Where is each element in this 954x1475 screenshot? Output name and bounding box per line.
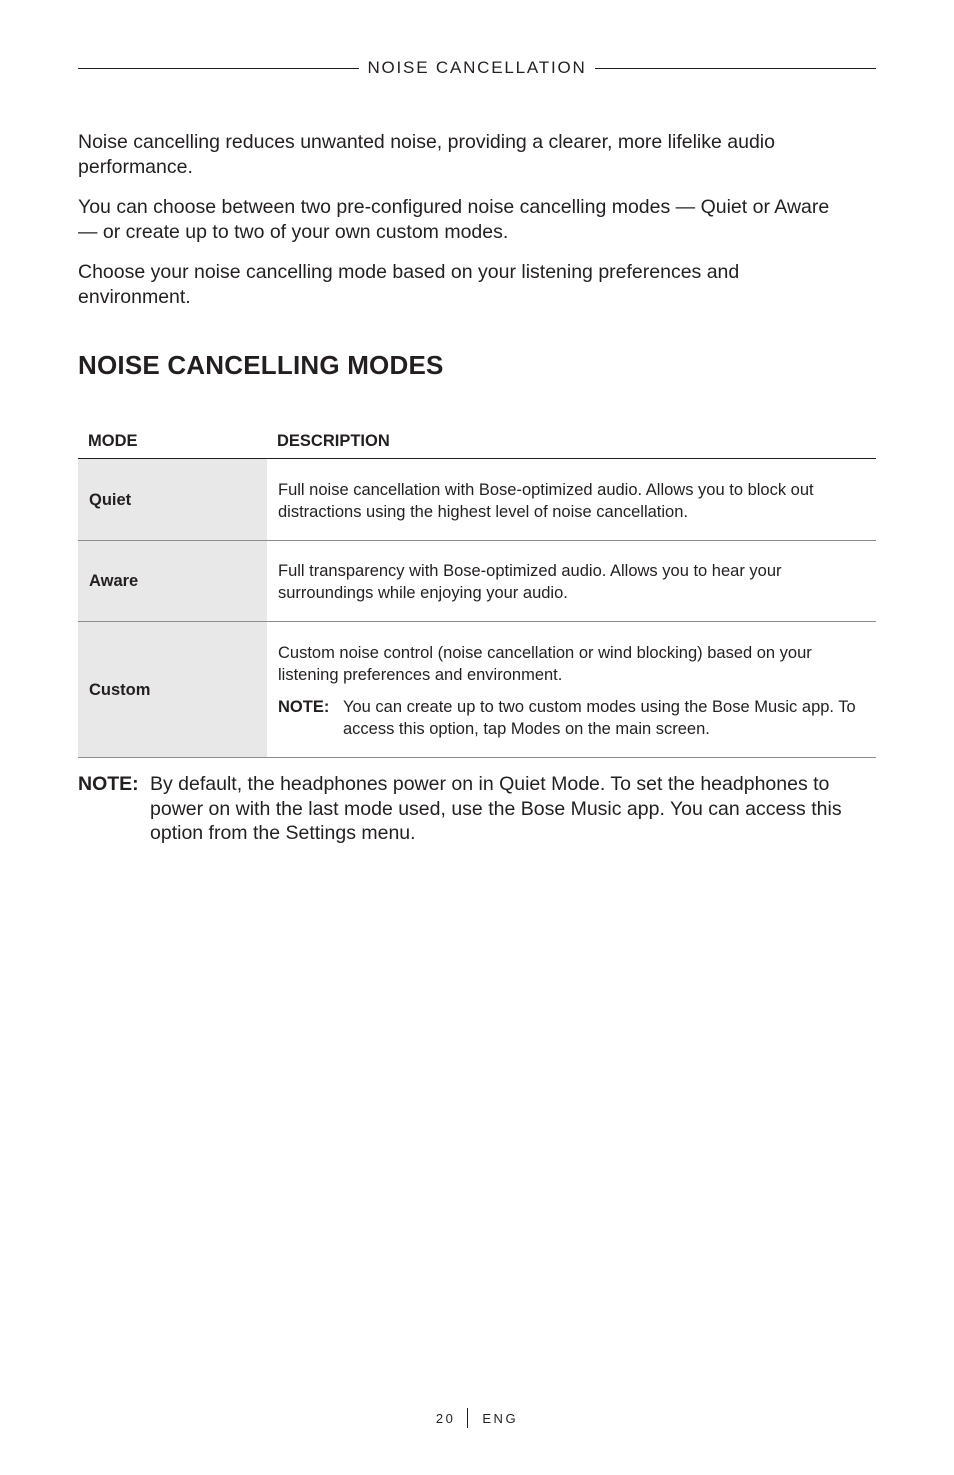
table-row (78, 541, 876, 622)
table-row (78, 459, 876, 541)
table-header-row (78, 424, 876, 459)
mode-cell: Quiet (78, 459, 267, 541)
table-row (78, 622, 876, 758)
bottom-note (78, 772, 876, 846)
section-header (78, 57, 876, 79)
header-rule-right (595, 68, 876, 69)
modes-table (78, 424, 876, 758)
description-cell (267, 541, 876, 622)
description-text: Full noise cancellation with Bose-optimized audio. Allows you to block out distractions using the highest level of noise cancellation. (278, 480, 814, 521)
description-text: Full transparency with Bose-optimized audio. Allows you to hear your surroundings while enjoying your audio. (278, 562, 782, 602)
intro-paragraph: Noise cancelling reduces unwanted noise, providing a clearer, more lifelike audio performance. (78, 131, 775, 178)
note-label: NOTE: (278, 697, 330, 716)
language-code: ENG (482, 1410, 519, 1426)
description-text: Custom noise control (noise cancellation or wind blocking) based on your listening preferences and environment. (278, 643, 812, 684)
column-header-description: DESCRIPTION (267, 424, 876, 459)
intro-text (78, 130, 868, 325)
note-text: You can create up to two custom modes using the Bose Music app. To access this option, tap Modes on the main screen. (343, 697, 856, 738)
section-title: NOISE CANCELLATION (367, 58, 587, 77)
header-rule-left (78, 68, 359, 69)
note-label: NOTE: (78, 773, 139, 795)
cell-note (278, 696, 866, 740)
column-header-mode: MODE (78, 424, 267, 459)
mode-cell: Aware (78, 541, 267, 622)
description-cell (267, 622, 876, 758)
intro-paragraph: Choose your noise cancelling mode based on your listening preferences and environment. (78, 261, 740, 308)
page-number: 20 (435, 1410, 456, 1426)
footer-divider (467, 1408, 468, 1428)
intro-paragraph: You can choose between two pre-configured noise cancelling modes — Quiet or Aware — or create up to two of your own custom modes. (78, 196, 830, 243)
mode-cell: Custom (78, 622, 267, 758)
description-cell (267, 459, 876, 541)
page-footer (0, 1408, 954, 1428)
section-heading: NOISE CANCELLING MODES (78, 350, 444, 380)
note-text: By default, the headphones power on in Quiet Mode. To set the headphones to power on with the last mode used, use the Bose Music app. You can access this option from the Settings menu. (150, 773, 842, 844)
